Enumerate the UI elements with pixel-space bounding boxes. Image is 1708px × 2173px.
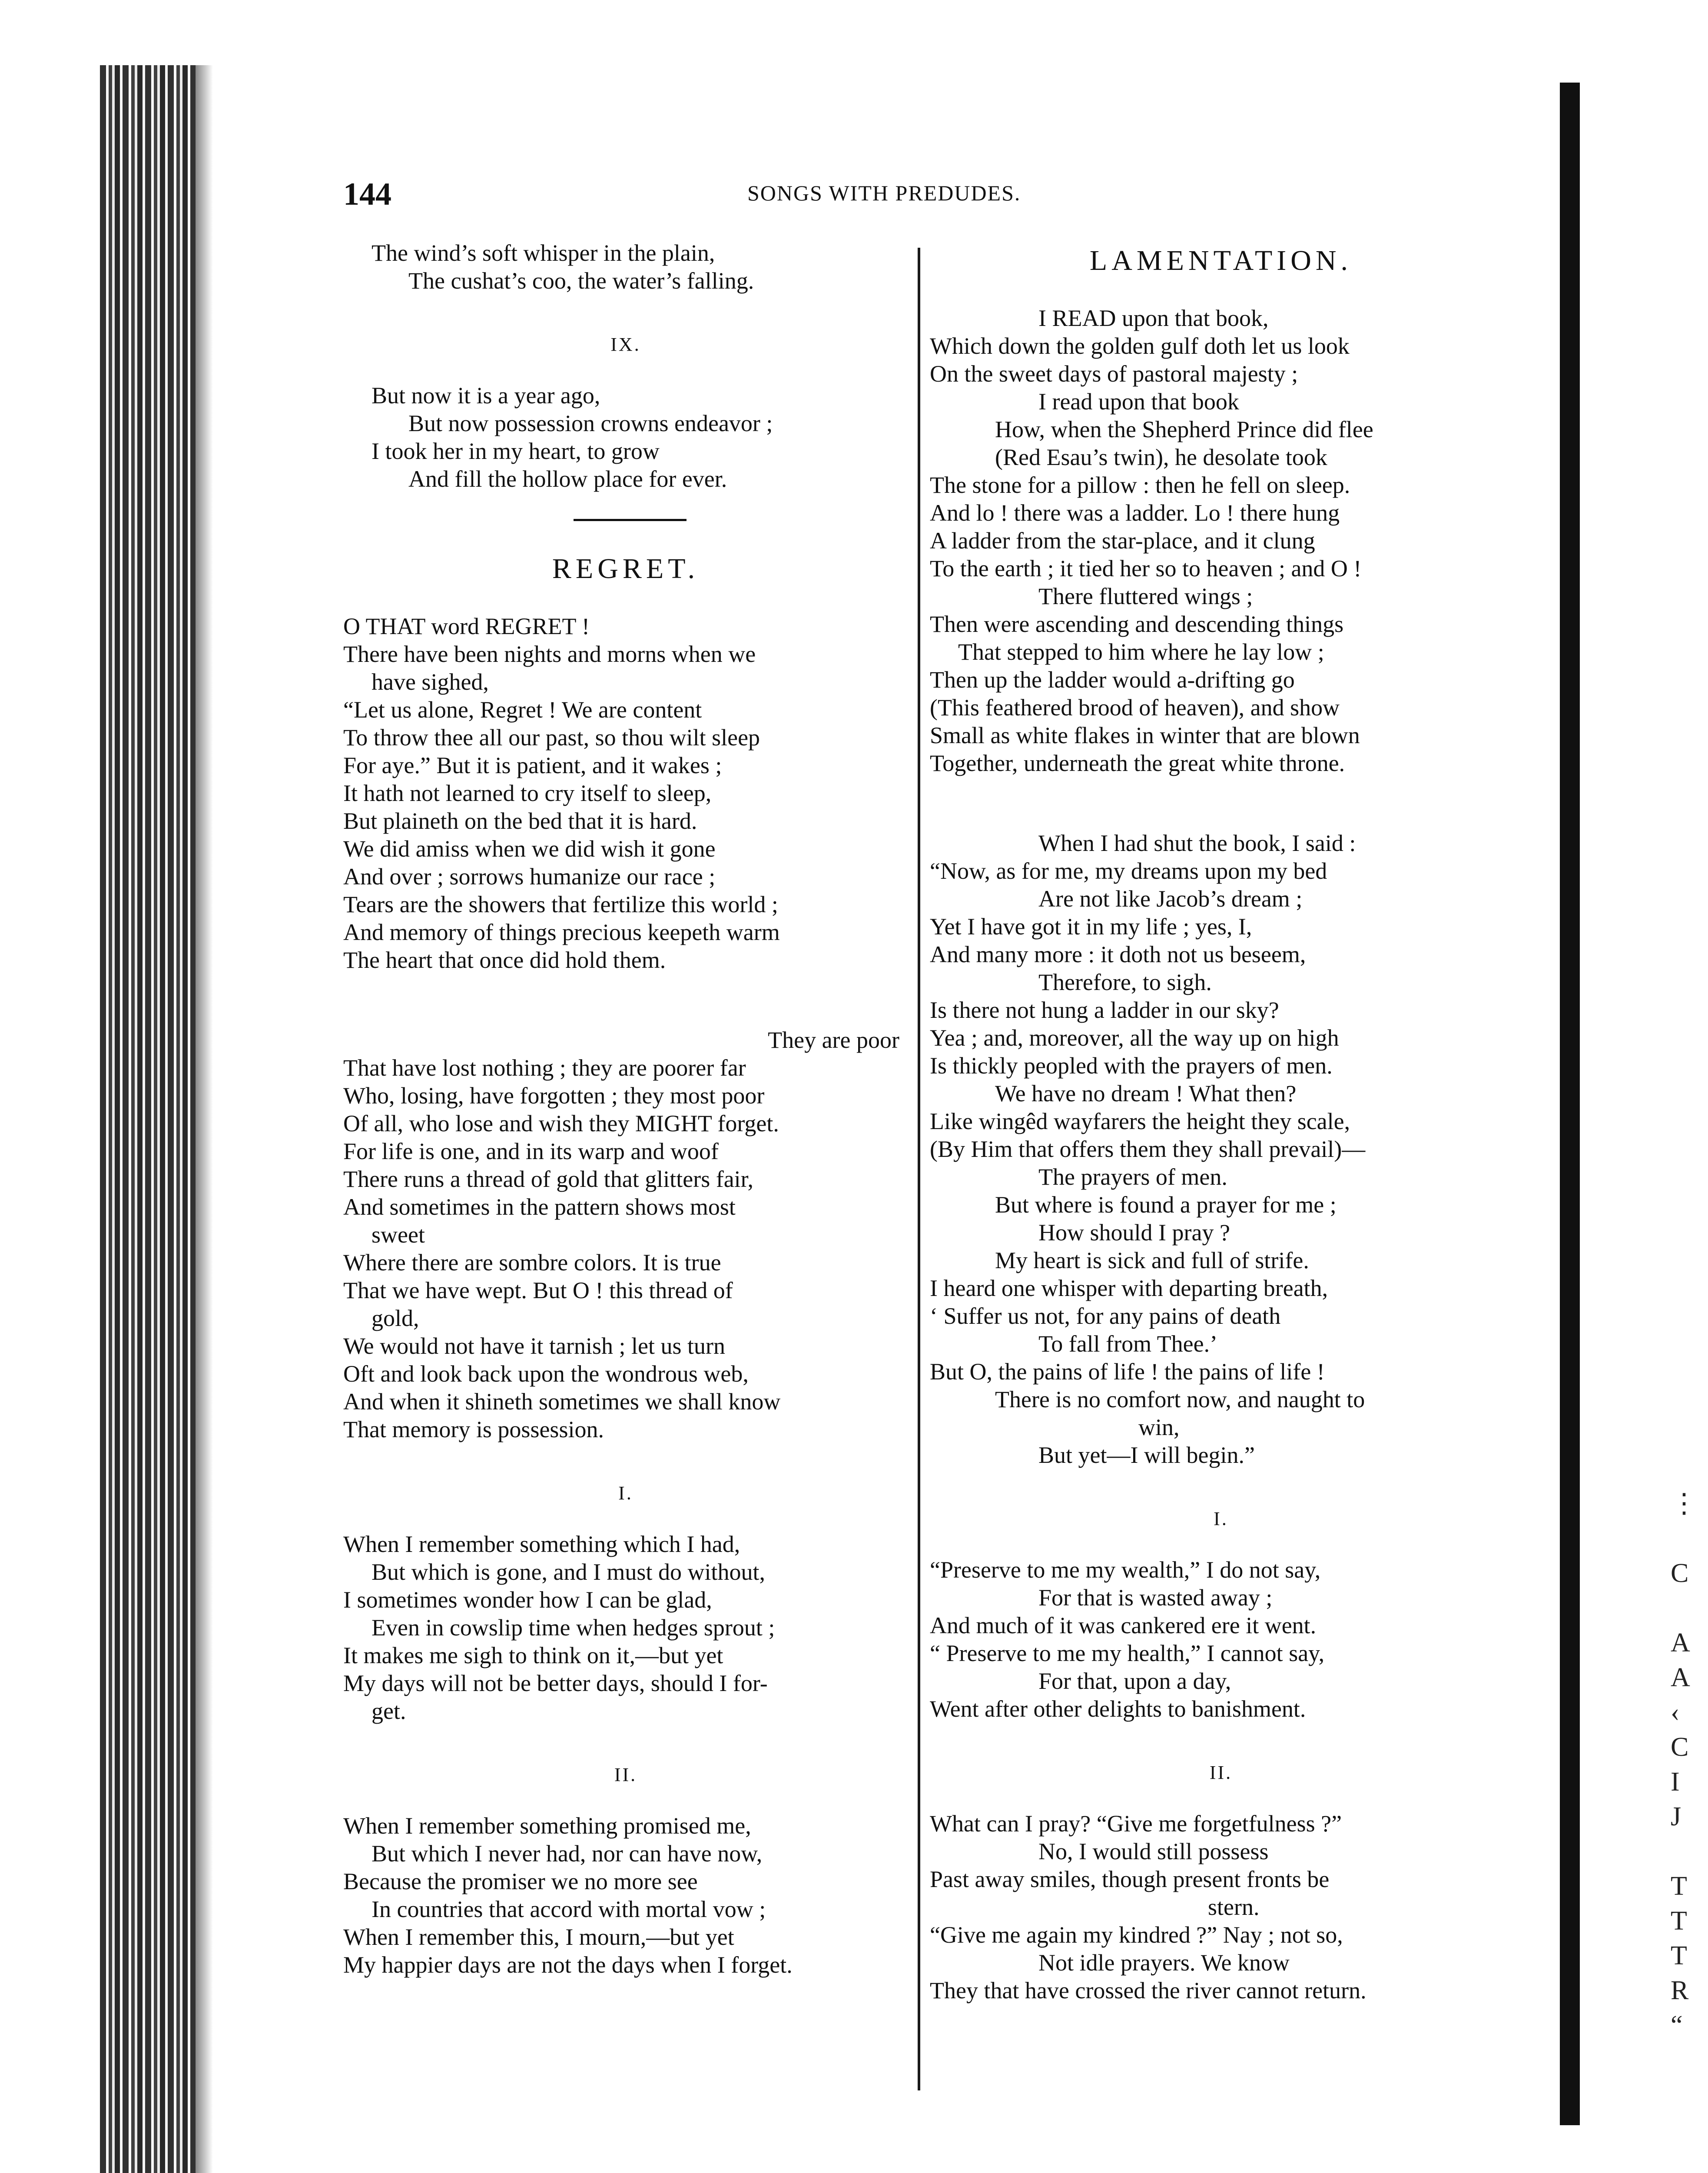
verse-line: There have been nights and morns when we: [343, 641, 756, 667]
verse-line: There fluttered wings ;: [1038, 583, 1253, 609]
verse-line: Tears are the showers that fertilize this world ;: [343, 891, 778, 917]
verse-line: We would not have it tarnish ; let us turn: [343, 1333, 726, 1359]
verse-line: The cushat’s coo, the water’s falling.: [408, 268, 754, 294]
verse-line: For aye.” But it is patient, and it wakes ;: [343, 752, 722, 778]
verse-line: Went after other delights to banishment.: [930, 1696, 1306, 1722]
verse-line: “Now, as for me, my dreams upon my bed: [930, 858, 1327, 884]
verse-line: gold,: [371, 1305, 419, 1331]
verse-line: But plaineth on the bed that it is hard.: [343, 808, 697, 834]
verse-line: We have no dream ! What then?: [995, 1080, 1297, 1106]
verse-line: “Let us alone, Regret ! We are content: [343, 697, 702, 723]
verse-line: When I remember something promised me,: [343, 1813, 751, 1839]
verse-line: It hath not learned to cry itself to sleep,: [343, 780, 712, 806]
verse-line: Is there not hung a ladder in our sky?: [930, 997, 1279, 1023]
verse-line: Then up the ladder would a-drifting go: [930, 667, 1295, 693]
column-divider: [918, 248, 920, 2090]
verse-line: Not idle prayers. We know: [1038, 1950, 1290, 1976]
page-number: 144: [343, 176, 391, 212]
verse-line: We did amiss when we did wish it gone: [343, 836, 716, 862]
verse-line: But which I never had, nor can have now,: [371, 1841, 763, 1867]
verse-line: I read upon that book: [1038, 389, 1239, 415]
verse-line: win,: [1138, 1414, 1180, 1440]
verse-line: It makes me sigh to think on it,—but yet: [343, 1642, 723, 1668]
verse-line: For that is wasted away ;: [1038, 1585, 1273, 1611]
verse-line: That we have wept. But O ! this thread of: [343, 1277, 733, 1303]
verse-line: That have lost nothing ; they are poorer far: [343, 1055, 746, 1081]
verse-line: And many more : it doth not us beseem,: [930, 941, 1306, 967]
binding-edge-left: [100, 65, 196, 2173]
page-header: [343, 176, 1542, 215]
verse-line: To the earth ; it tied her so to heaven ; and O !: [930, 555, 1362, 581]
verse-line: O THAT word REGRET !: [343, 613, 590, 639]
verse-line: But yet—I will begin.”: [1038, 1442, 1255, 1468]
verse-line: To fall from Thee.’: [1038, 1331, 1218, 1357]
verse-line: Like wingêd wayfarers the height they scale,: [930, 1108, 1350, 1134]
verse-line: Past away smiles, though present fronts be: [930, 1866, 1330, 1892]
verse-line: Therefore, to sigh.: [1038, 969, 1212, 995]
verse-line: How should I pray ?: [1038, 1219, 1230, 1246]
verse-line: But where is found a prayer for me ;: [995, 1192, 1337, 1218]
verse-line: Oft and look back upon the wondrous web,: [343, 1361, 749, 1387]
verse-line: Because the promiser we no more see: [343, 1868, 698, 1894]
running-head: SONGS WITH PREDUDES.: [747, 181, 1021, 205]
verse-line: A ladder from the star-place, and it clung: [930, 528, 1315, 554]
verse-line: When I had shut the book, I said :: [1038, 830, 1356, 856]
verse-line: To throw thee all our past, so thou wilt sleep: [343, 724, 760, 751]
facing-page-fragments: ⋮ C A A ‹ C I J T T T R “: [1671, 1489, 1698, 2040]
verse-line: have sighed,: [371, 669, 489, 695]
verse-line: stern.: [1208, 1894, 1260, 1920]
verse-line: Are not like Jacob’s dream ;: [1038, 886, 1303, 912]
section-numeral: II.: [614, 1764, 637, 1785]
verse-line: There runs a thread of gold that glitters fair,: [343, 1166, 753, 1192]
verse-line: And sometimes in the pattern shows most: [343, 1194, 736, 1220]
verse-line: I READ upon that book,: [1038, 305, 1269, 331]
binding-edge-right: [1560, 83, 1580, 2125]
section-numeral: II.: [1209, 1762, 1233, 1783]
verse-line: I heard one whisper with departing breath,: [930, 1275, 1328, 1301]
verse-line: But now it is a year ago,: [371, 382, 600, 409]
verse-line: I took her in my heart, to grow: [371, 438, 660, 464]
verse-line: In countries that accord with mortal vow ;: [371, 1896, 766, 1922]
verse-line: That stepped to him where he lay low ;: [958, 639, 1324, 665]
verse-line: But which is gone, and I must do without,: [371, 1559, 765, 1585]
verse-line: (Red Esau’s twin), he desolate took: [995, 444, 1327, 470]
verse-line: But now possession crowns endeavor ;: [408, 410, 773, 436]
verse-line: The wind’s soft whisper in the plain,: [371, 240, 715, 266]
verse-line: Which down the golden gulf doth let us look: [930, 333, 1350, 359]
verse-line: The stone for a pillow : then he fell on sleep.: [930, 472, 1350, 498]
right-column: [930, 239, 1512, 2004]
verse-line: Yet I have got it in my life ; yes, I,: [930, 914, 1252, 940]
verse-line: And memory of things precious keepeth warm: [343, 919, 780, 945]
verse-line: And fill the hollow place for ever.: [408, 466, 727, 492]
verse-line: “Preserve to me my wealth,” I do not say,: [930, 1557, 1321, 1583]
section-numeral: I.: [1214, 1508, 1228, 1529]
verse-line: They are poor: [768, 1027, 899, 1053]
verse-line: But O, the pains of life ! the pains of life !: [930, 1359, 1325, 1385]
verse-line: Small as white flakes in winter that are blown: [930, 722, 1360, 748]
left-column: [343, 239, 908, 1979]
verse-line: The heart that once did hold them.: [343, 947, 666, 973]
verse-line: And when it shineth sometimes we shall know: [343, 1389, 781, 1415]
verse-line: When I remember something which I had,: [343, 1531, 740, 1557]
verse-line: The prayers of men.: [1038, 1164, 1227, 1190]
verse-line: sweet: [371, 1222, 425, 1248]
verse-line: On the sweet days of pastoral majesty ;: [930, 361, 1298, 387]
verse-line: Who, losing, have forgotten ; they most poor: [343, 1083, 765, 1109]
verse-line: Where there are sombre colors. It is true: [343, 1249, 721, 1276]
poem-title-regret: REGRET.: [552, 553, 700, 585]
section-numeral: IX.: [610, 334, 641, 355]
verse-line: Together, underneath the great white throne.: [930, 750, 1345, 776]
section-numeral: I.: [618, 1482, 633, 1504]
verse-line: No, I would still possess: [1038, 1838, 1269, 1864]
verse-line: For that, upon a day,: [1038, 1668, 1231, 1694]
verse-line: When I remember this, I mourn,—but yet: [343, 1924, 734, 1950]
verse-line: I sometimes wonder how I can be glad,: [343, 1587, 712, 1613]
verse-line: (By Him that offers them they shall prevail)—: [930, 1136, 1366, 1162]
verse-line: How, when the Shepherd Prince did flee: [995, 416, 1373, 442]
verse-line: Then were ascending and descending things: [930, 611, 1344, 637]
verse-line: ‘ Suffer us not, for any pains of death: [930, 1303, 1281, 1329]
verse-line: “ Preserve to me my health,” I cannot say,: [930, 1640, 1325, 1666]
verse-line: They that have crossed the river cannot return.: [930, 1977, 1366, 2004]
verse-line: What can I pray? “Give me forgetfulness ?”: [930, 1811, 1342, 1837]
verse-line: And lo ! there was a ladder. Lo ! there hung: [930, 500, 1340, 526]
verse-line: My days will not be better days, should I for-: [343, 1670, 768, 1696]
verse-line: My happier days are not the days when I forget.: [343, 1952, 793, 1978]
section-divider: [574, 519, 687, 521]
verse-line: Even in cowslip time when hedges sprout ;: [371, 1615, 775, 1641]
verse-line: For life is one, and in its warp and woof: [343, 1138, 719, 1164]
verse-line: That memory is possession.: [343, 1416, 604, 1442]
verse-line: (This feathered brood of heaven), and show: [930, 694, 1340, 721]
verse-line: My heart is sick and full of strife.: [995, 1247, 1309, 1273]
verse-line: get.: [371, 1698, 406, 1724]
binding-shadow: [196, 65, 213, 2173]
verse-line: Yea ; and, moreover, all the way up on high: [930, 1025, 1339, 1051]
verse-line: “Give me again my kindred ?” Nay ; not so,: [930, 1922, 1343, 1948]
verse-line: There is no comfort now, and naught to: [995, 1386, 1365, 1412]
verse-line: Is thickly peopled with the prayers of men.: [930, 1053, 1333, 1079]
verse-line: And over ; sorrows humanize our race ;: [343, 864, 716, 890]
verse-line: Of all, who lose and wish they MIGHT forget.: [343, 1110, 779, 1136]
poem-title-lamentation: LAMENTATION.: [1089, 245, 1353, 276]
verse-line: And much of it was cankered ere it went.: [930, 1612, 1317, 1638]
